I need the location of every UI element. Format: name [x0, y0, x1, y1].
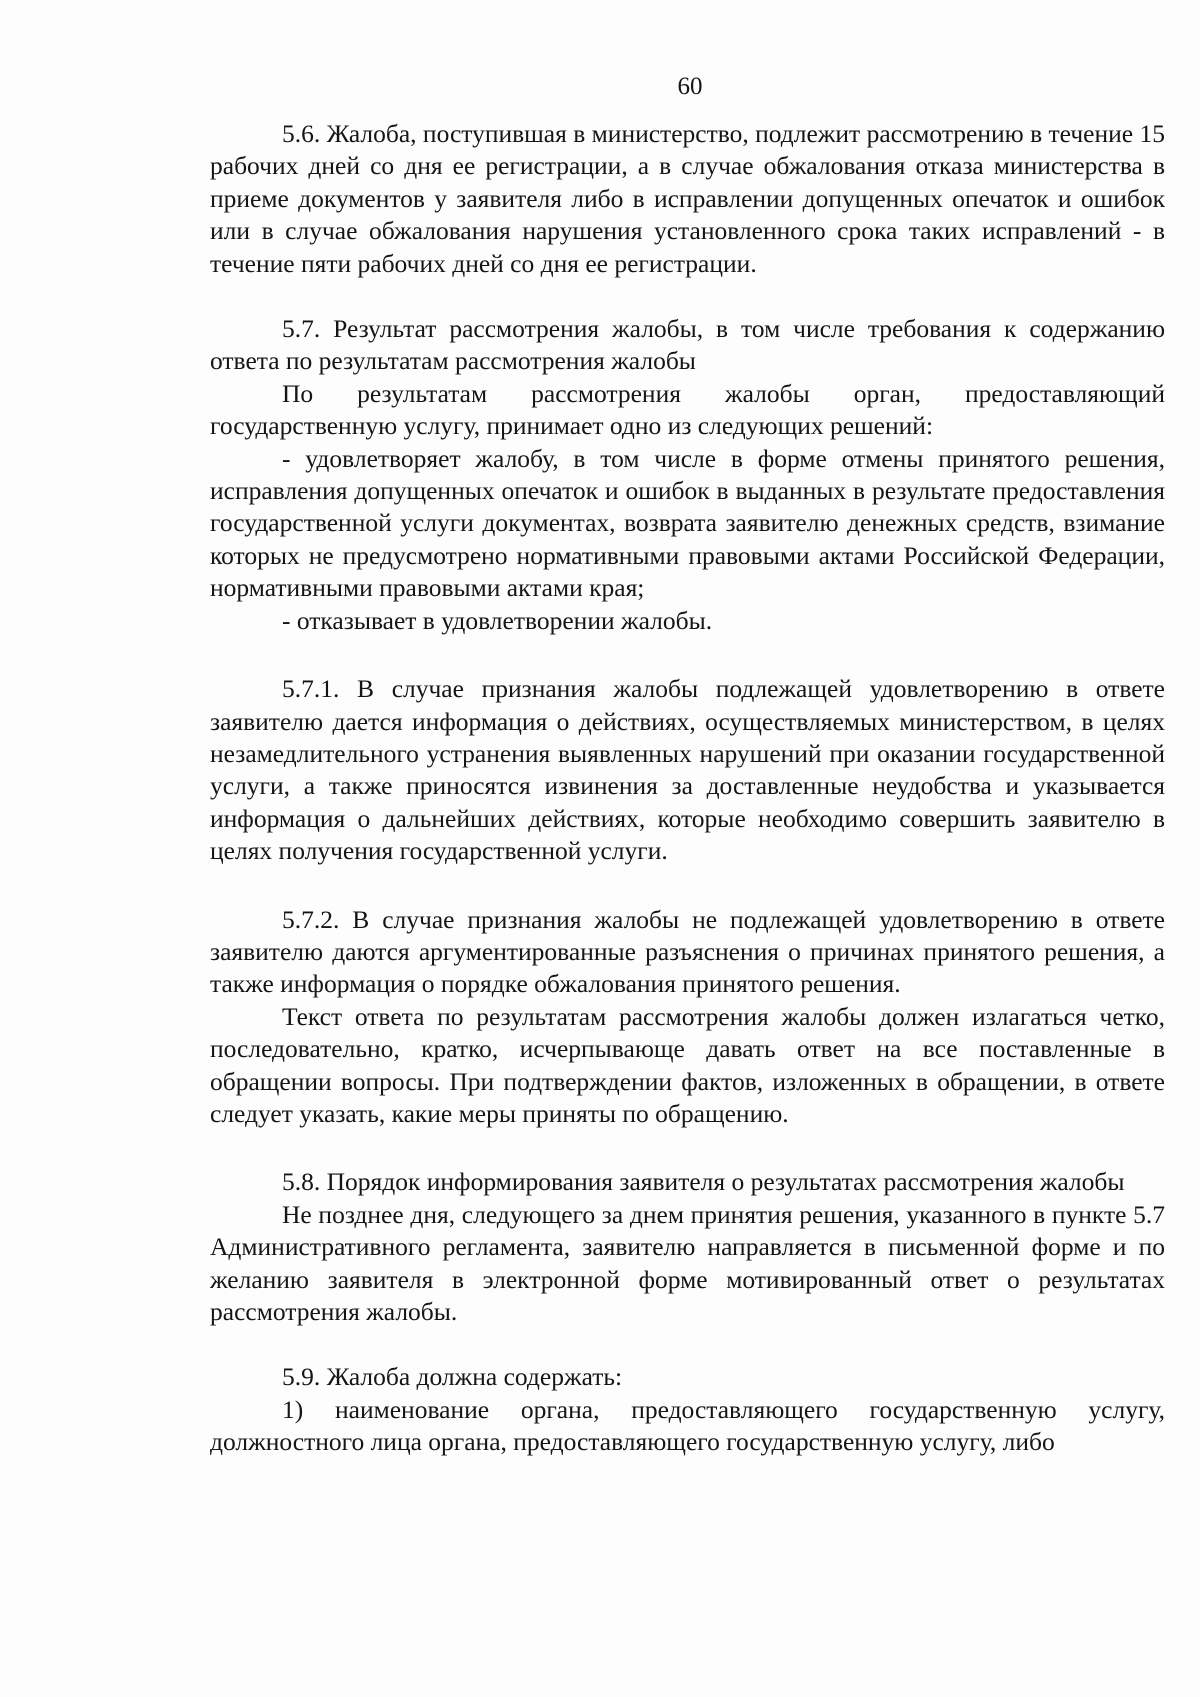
section-heading-5-9: 5.9. Жалоба должна содержать:	[282, 1362, 623, 1392]
section-heading-5-8: 5.8. Порядок информирования заявителя о результатах рассмотрения жалобы	[282, 1167, 1125, 1197]
paragraph-answer-text: Текст ответа по результатам рассмотрения жалобы должен излагаться четко, последовательно, кратко, исчерпывающе давать ответ на все поставленные в обращении вопросы. При подтверждении фактов, изложенных в обращении, в ответе следует указать, какие меры приняты по обращению.	[210, 1001, 1165, 1128]
paragraph-decisions-intro: По результатам рассмотрения жалобы орган, предоставляющий государственную услугу, принимает одно из следующих решений:	[210, 378, 1165, 441]
list-item-1: 1) наименование органа, предоставляющего государственную услугу, должностного лица органа, предоставляющего государственную услугу, либо	[210, 1394, 1165, 1457]
list-item-satisfy: - удовлетворяет жалобу, в том числе в форме отмены принятого решения, исправления допущенных опечаток и ошибок в выданных в результате предоставления государственной услуги документах, возврата заявителю денежных средств, взимание которых не предусмотрено нормативными правовыми актами Российской Федерации, нормативными правовыми актами края;	[210, 443, 1165, 603]
paragraph-5-6: 5.6. Жалоба, поступившая в министерство, подлежит рассмотрению в течение 15 рабочих дней со дня ее регистрации, а в случае обжалования отказа министерства в приеме документов у заявителя либо в исправлении допущенных опечаток и ошибок или в случае обжалования нарушения установленного срока таких исправлений - в течение пяти рабочих дней со дня ее регистрации.	[210, 119, 1165, 278]
page-number: 60	[677, 73, 703, 100]
paragraph-5-7-2: 5.7.2. В случае признания жалобы не подлежащей удовлетворению в ответе заявителю даются аргументированные разъяснения о причинах принятого решения, а также информация о порядке обжалования принятого решения.	[210, 904, 1165, 999]
section-heading-5-7: 5.7. Результат рассмотрения жалобы, в том числе требования к содержанию ответа по результатам рассмотрения жалобы	[210, 314, 1165, 376]
paragraph-notification: Не позднее дня, следующего за днем принятия решения, указанного в пункте 5.7 Административного регламента, заявителю направляется в письменной форме и по желанию заявителя в электронной форме мотивированный ответ о результатах рассмотрения жалобы.	[210, 1199, 1165, 1326]
document-body	[210, 118, 1165, 1459]
list-item-refuse: - отказывает в удовлетворении жалобы.	[282, 605, 713, 635]
paragraph-5-7-1: 5.7.1. В случае признания жалобы подлежащей удовлетворению в ответе заявителю дается информация о действиях, осуществляемых министерством, в целях незамедлительного устранения выявленных нарушений при оказании государственной услуги, а также приносятся извинения за доставленные неудобства и указывается информация о дальнейших действиях, которые необходимо совершить заявителю в целях получения государственной услуги.	[210, 674, 1165, 866]
